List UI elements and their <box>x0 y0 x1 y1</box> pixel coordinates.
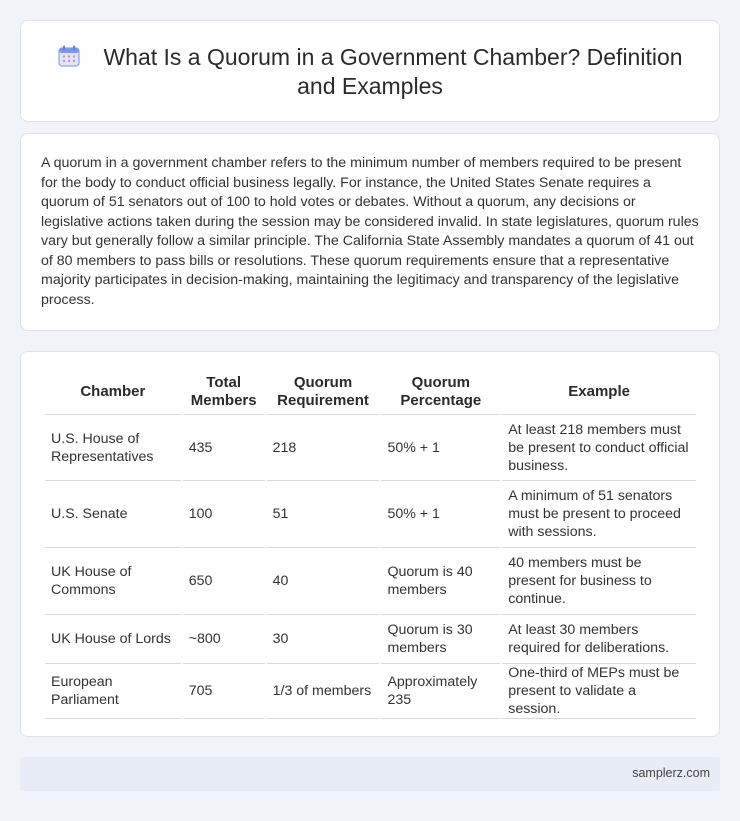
cell-total-members: ~800 <box>183 615 265 664</box>
table-row <box>45 415 696 481</box>
page-title-wrap <box>21 43 719 101</box>
table-row <box>45 664 696 719</box>
cell-quorum-percentage: 50% + 1 <box>381 415 500 481</box>
intro-card <box>20 133 720 331</box>
page-title: What Is a Quorum in a Government Chamber? Definition and Examples <box>103 44 683 99</box>
footer-bar <box>20 757 720 791</box>
cell-quorum-requirement: 51 <box>267 481 380 548</box>
quorum-table <box>43 370 698 719</box>
cell-chamber: UK House of Lords <box>45 615 181 664</box>
title-card <box>20 20 720 122</box>
cell-chamber: U.S. House of Representatives <box>45 415 181 481</box>
table-row <box>45 481 696 548</box>
cell-chamber: U.S. Senate <box>45 481 181 548</box>
cell-example: A minimum of 51 senators must be present to proceed with sessions. <box>502 481 696 548</box>
header-quorum-requirement: Quorum Requirement <box>267 370 380 415</box>
table-header-row <box>45 370 696 415</box>
footer-site-link[interactable]: samplerz.com <box>632 766 710 780</box>
cell-chamber: European Parliament <box>45 664 181 719</box>
cell-total-members: 650 <box>183 548 265 615</box>
cell-quorum-requirement: 40 <box>267 548 380 615</box>
header-quorum-percentage: Quorum Percentage <box>381 370 500 415</box>
cell-quorum-requirement: 218 <box>267 415 380 481</box>
cell-example: 40 members must be present for business to continue. <box>502 548 696 615</box>
header-total-members: Total Members <box>183 370 265 415</box>
cell-total-members: 435 <box>183 415 265 481</box>
cell-quorum-percentage: Quorum is 40 members <box>381 548 500 615</box>
calendar-icon <box>57 44 81 68</box>
cell-example: One-third of MEPs must be present to validate a session. <box>502 664 696 719</box>
cell-quorum-requirement: 30 <box>267 615 380 664</box>
intro-paragraph: A quorum in a government chamber refers to the minimum number of members required to be present for the body to conduct official business legally. For instance, the United States Senate requires a quorum of 51 senators out of 100 to hold votes or debates. Without a quorum, any decisions or legislative actions taken during the session may be considered invalid. In state legislatures, quorum rules vary but generally follow a similar principle. The California State Assembly mandates a quorum of 41 out of 80 members to pass bills or resolutions. These quorum requirements ensure that a representative majority participates in decision-making, maintaining the legitimacy and transparency of the legislative process. <box>41 155 699 308</box>
table-card <box>20 351 720 737</box>
cell-total-members: 705 <box>183 664 265 719</box>
cell-quorum-percentage: 50% + 1 <box>381 481 500 548</box>
table-row <box>45 615 696 664</box>
cell-quorum-percentage: Approximately 235 <box>381 664 500 719</box>
header-chamber: Chamber <box>45 370 181 415</box>
cell-quorum-requirement: 1/3 of members <box>267 664 380 719</box>
header-example: Example <box>502 370 696 415</box>
cell-total-members: 100 <box>183 481 265 548</box>
cell-chamber: UK House of Commons <box>45 548 181 615</box>
cell-quorum-percentage: Quorum is 30 members <box>381 615 500 664</box>
table-row <box>45 548 696 615</box>
cell-example: At least 218 members must be present to conduct official business. <box>502 415 696 481</box>
cell-example: At least 30 members required for deliberations. <box>502 615 696 664</box>
